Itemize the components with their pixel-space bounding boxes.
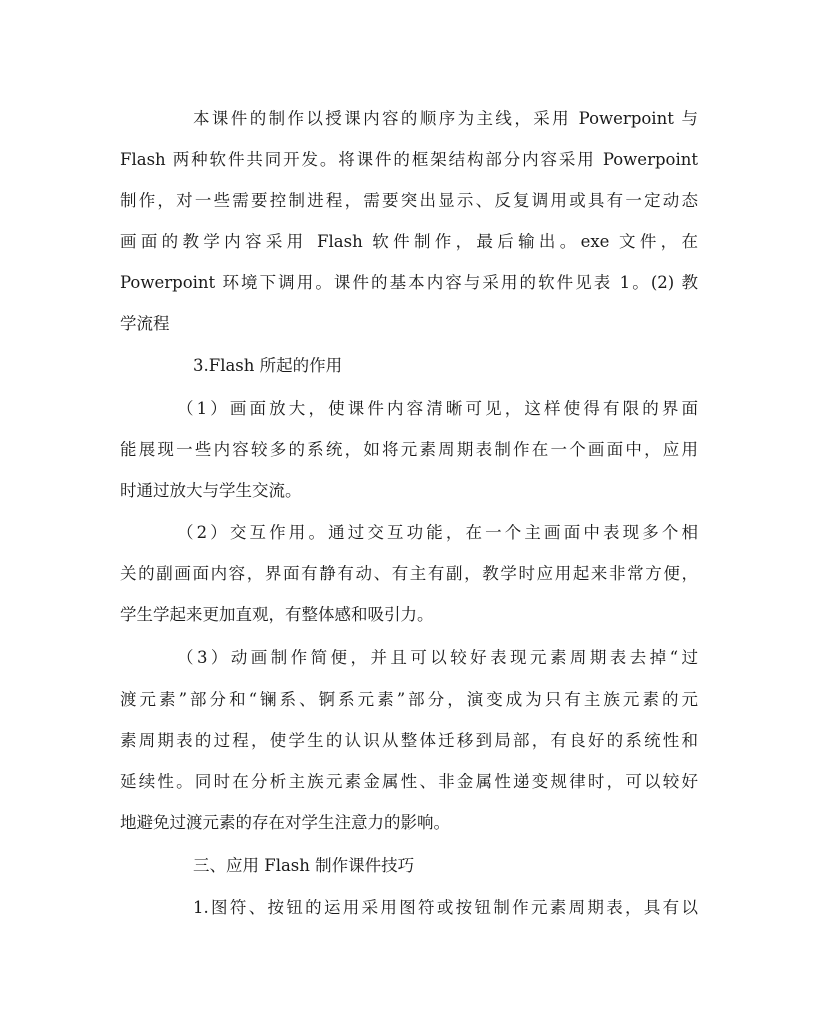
paragraph-line: Flash 两种软件共同开发。将课件的框架结构部分内容采用 Powerpoint — [120, 150, 698, 169]
paragraph-line: 素周期表的过程，使学生的认识从整体迁移到局部，有良好的系统性和 — [120, 731, 698, 750]
paragraph-line: （1）画面放大，使课件内容清晰可见，这样使得有限的界面 — [177, 399, 698, 418]
section-heading: 3.Flash 所起的作用 — [193, 356, 343, 375]
paragraph-line: 能展现一些内容较多的系统，如将元素周期表制作在一个画面中，应用 — [120, 440, 698, 459]
paragraph-line: 延续性。同时在分析主族元素金属性、非金属性递变规律时，可以较好 — [120, 772, 698, 791]
paragraph-line: 渡元素”部分和“镧系、锕系元素”部分，演变成为只有主族元素的元 — [120, 690, 698, 709]
paragraph-line: 关的副画面内容，界面有静有动、有主有副，教学时应用起来非常方便， — [120, 564, 698, 583]
paragraph-line: 画面的教学内容采用 Flash 软件制作，最后输出。exe 文件，在 — [120, 232, 698, 251]
paragraph-line: 地避免过渡元素的存在对学生注意力的影响。 — [120, 813, 450, 832]
paragraph-line: （3）动画制作简便，并且可以较好表现元素周期表去掉“过 — [177, 648, 698, 667]
paragraph-line: 制作，对一些需要控制进程，需要突出显示、反复调用或具有一定动态 — [120, 191, 698, 210]
paragraph-line: 本课件的制作以授课内容的顺序为主线，采用 Powerpoint 与 — [193, 109, 698, 128]
paragraph-line: 1.图符、按钮的运用采用图符或按钮制作元素周期表，具有以 — [193, 898, 698, 917]
paragraph-line: （2）交互作用。通过交互功能，在一个主画面中表现多个相 — [177, 523, 698, 542]
paragraph-line: 学流程 — [120, 314, 170, 333]
paragraph-line: 学生学起来更加直观，有整体感和吸引力。 — [120, 605, 434, 624]
paragraph-line: 时通过放大与学生交流。 — [120, 481, 302, 500]
section-heading: 三、应用 Flash 制作课件技巧 — [193, 856, 415, 875]
paragraph-line: Powerpoint 环境下调用。课件的基本内容与采用的软件见表 1。(2) 教 — [120, 273, 698, 292]
